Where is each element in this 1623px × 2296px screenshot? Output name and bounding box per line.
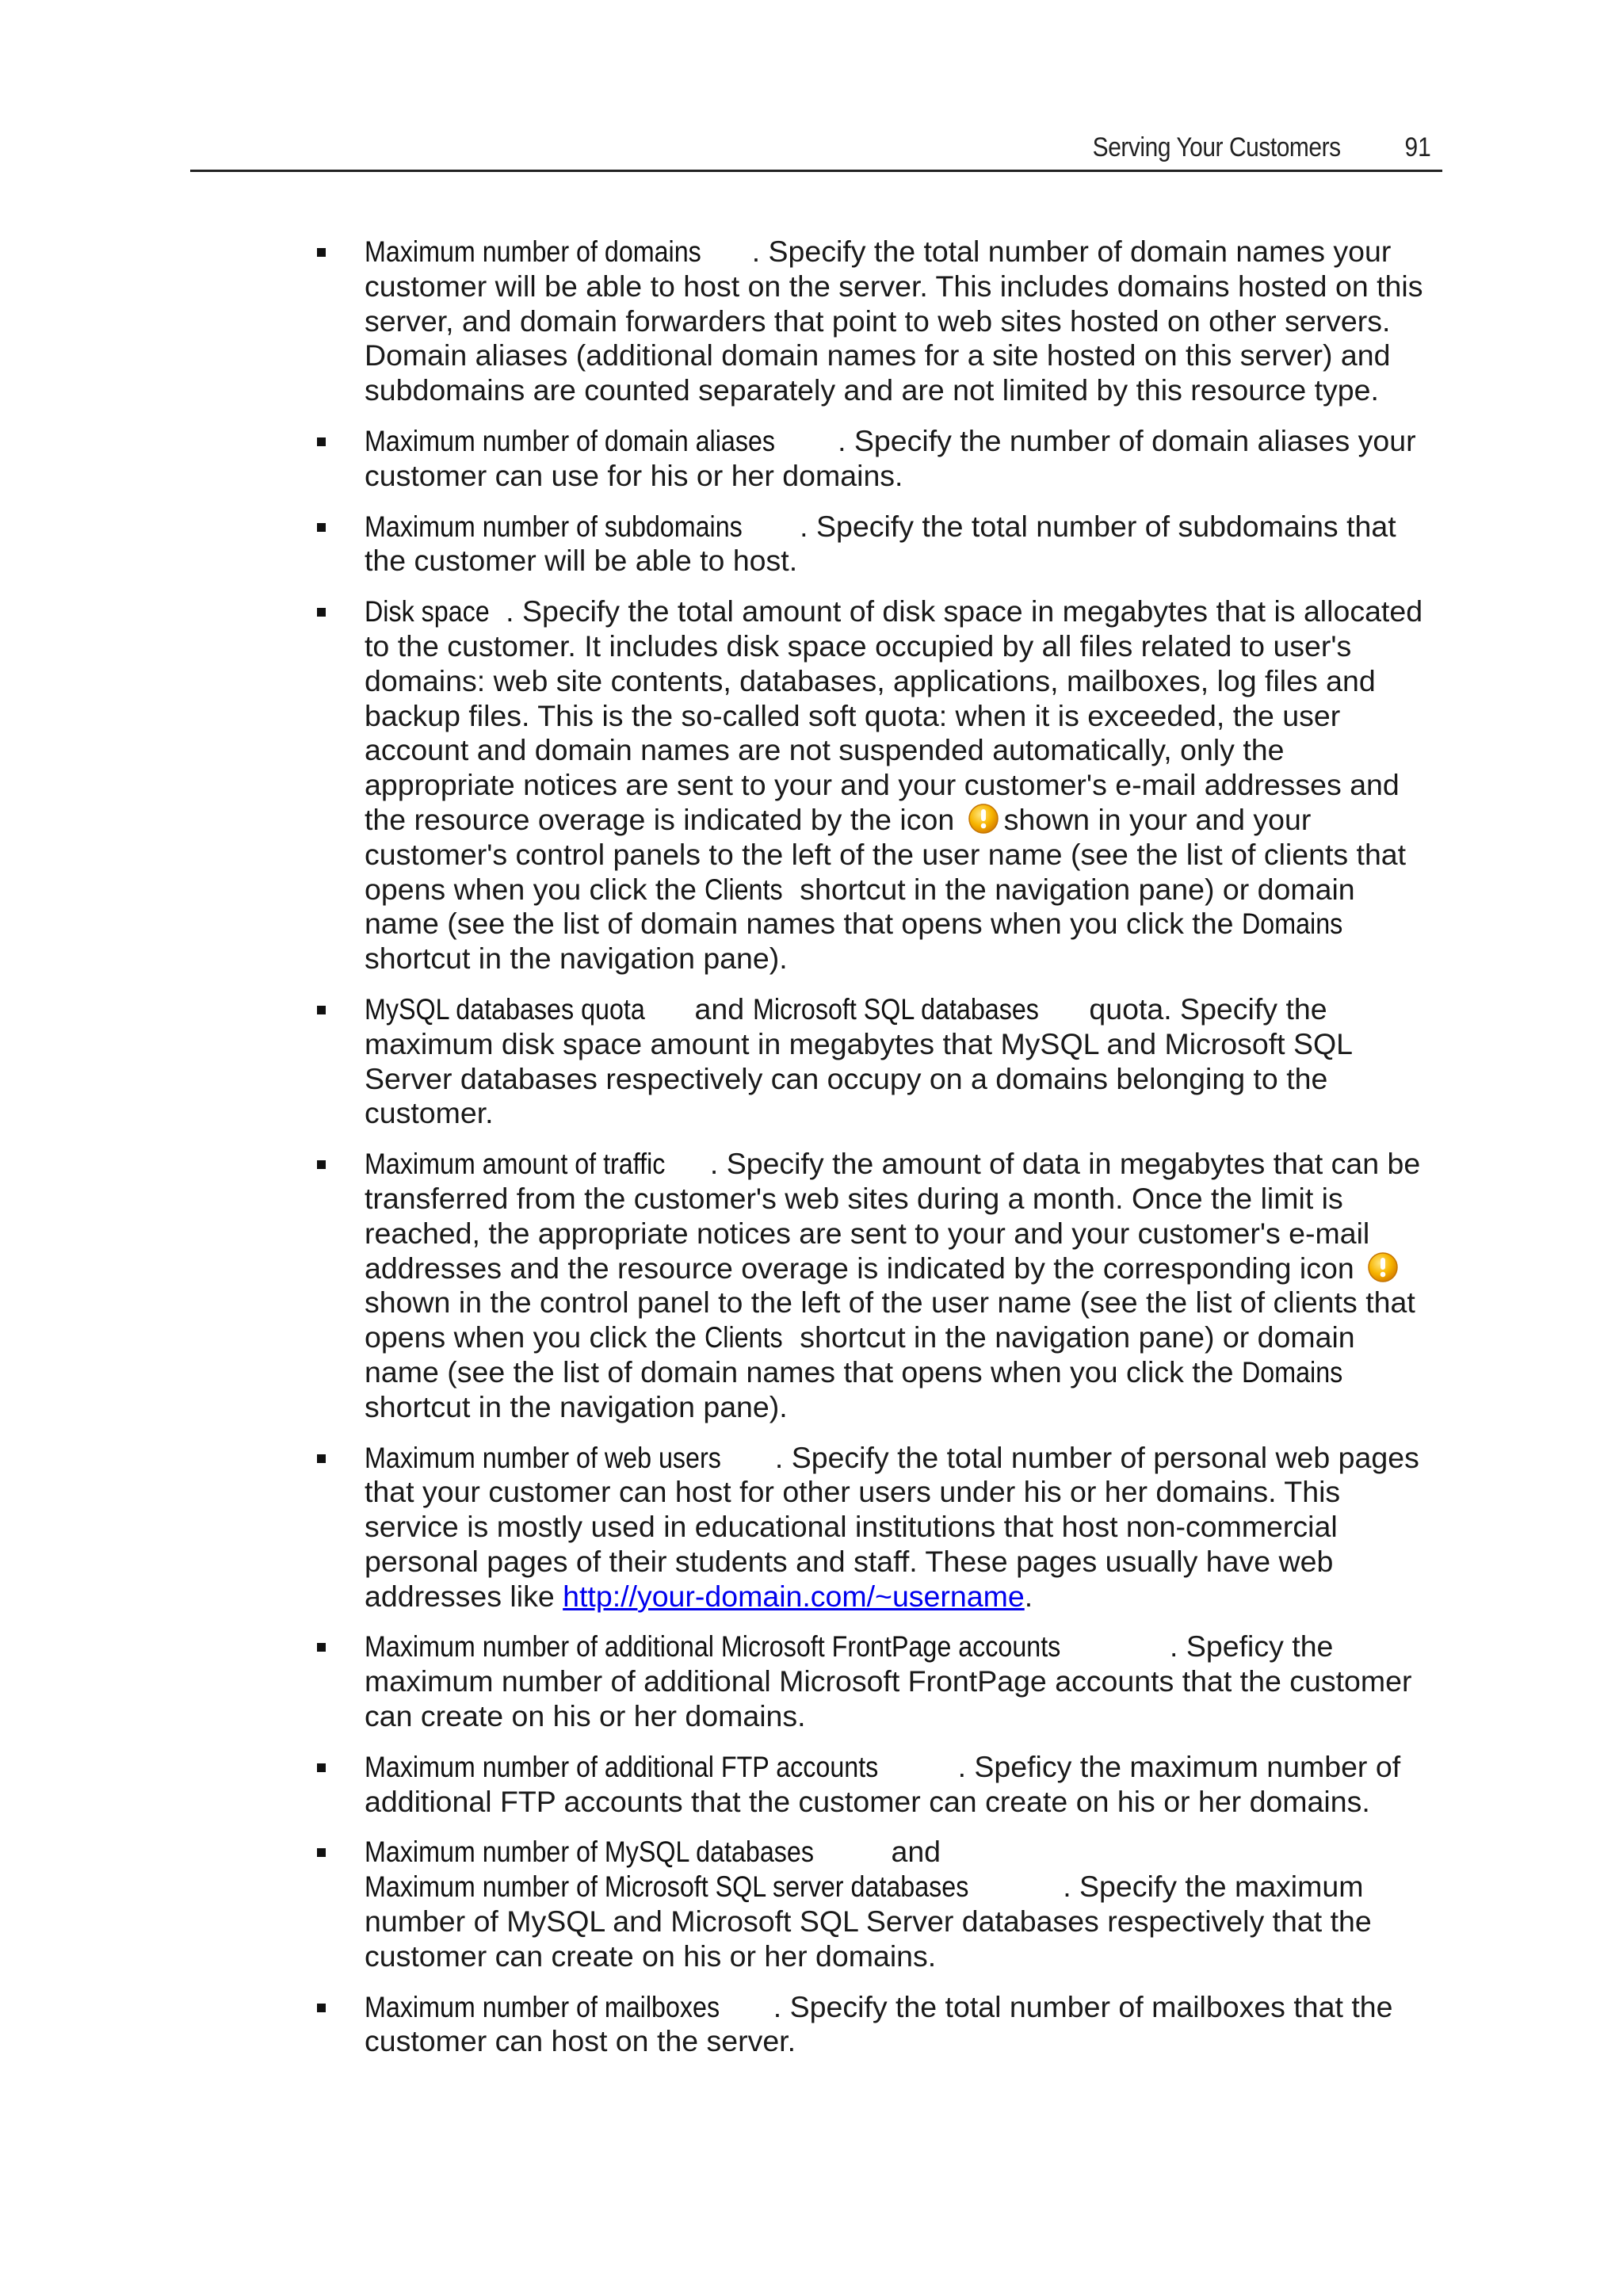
- list-item-max-frontpage-accounts: [317, 1629, 1434, 1733]
- description: shortcut in the navigation pane).: [365, 942, 788, 976]
- term-max-mailboxes: Maximum number of mailboxes: [365, 1989, 720, 2023]
- description: . Specify the total number of subdomains that the customer will be able to host.: [365, 509, 1396, 578]
- description: quota. Specify the maximum disk space amount in megabytes that MySQL and Microsoft SQL Server databases respectively can occupy on a domains belonging to the customer.: [365, 991, 1352, 1130]
- list-item-max-subdomains: [317, 510, 1434, 579]
- resource-limits-list-section: [317, 235, 1434, 2075]
- description: shown in the control panel to the left of the user name (see the list of clients that opens when you click the: [365, 1286, 1415, 1354]
- running-header-title: Serving Your Customers: [1093, 132, 1341, 162]
- list-item-max-databases: [317, 1835, 1434, 1973]
- warning-exclamation-icon: [968, 803, 999, 835]
- description: . Specify the amount of data in megabytes that can be transferred from the customer's web sites during a month. Once the limit is reached, the appropriate notices are sent to your and your customer's e-mail addresses and the resource overage is indicated by the corresponding icon: [365, 1147, 1421, 1285]
- term-max-mysql-databases: Maximum number of MySQL databases: [365, 1835, 814, 1869]
- description-end: .: [1024, 1579, 1033, 1613]
- term-max-domain-aliases: Maximum number of domain aliases: [365, 423, 776, 457]
- description: . Specify the total number of mailboxes that the customer can host on the server.: [365, 1989, 1393, 2058]
- list-item-max-domain-aliases: [317, 424, 1434, 494]
- list-item-max-web-users: [317, 1441, 1434, 1614]
- description: shortcut in the navigation pane) or domain name (see the list of domain names that opens when you click the: [365, 872, 1355, 941]
- description: . Specify the total number of personal web pages that your customer can host for other users under his or her domains. This service is mostly used in educational institutions that host non-commercial personal pages of their students and staff. These pages usually have web addresses like: [365, 1440, 1419, 1613]
- description: . Specify the maximum number of MySQL and Microsoft SQL Server databases respectively that the customer can create on his or her domains.: [365, 1870, 1372, 1973]
- connector: and: [891, 1835, 941, 1869]
- connector: and: [694, 991, 745, 1026]
- page-header: [190, 131, 1442, 172]
- list-item-max-ftp-accounts: [317, 1750, 1434, 1820]
- clients-shortcut-label: Clients: [705, 1320, 784, 1354]
- warning-exclamation-icon: [1367, 1251, 1399, 1283]
- list-item-disk-space: [317, 594, 1434, 976]
- list-item-max-mailboxes: [317, 1990, 1434, 2060]
- term-max-subdomains: Maximum number of subdomains: [365, 509, 743, 543]
- description: shown in your and your customer's control panels to the left of the user name (see the list of clients that opens when you click the: [365, 802, 1407, 906]
- term-max-frontpage-accounts: Maximum number of additional Microsoft FrontPage accounts: [365, 1629, 1061, 1664]
- list-item-max-traffic: [317, 1147, 1434, 1424]
- term-max-web-users: Maximum number of web users: [365, 1440, 721, 1474]
- domains-shortcut-label: Domains: [1241, 1354, 1343, 1389]
- list-item-database-quota: [317, 992, 1434, 1131]
- domains-shortcut-label: Domains: [1241, 907, 1343, 941]
- list-item-max-domains: [317, 235, 1434, 408]
- description: shortcut in the navigation pane) or domain name (see the list of domain names that opens when you click the: [365, 1320, 1355, 1389]
- term-disk-space: Disk space: [365, 594, 490, 628]
- term-mysql-databases-quota: MySQL databases quota: [365, 991, 645, 1026]
- term-max-domains: Maximum number of domains: [365, 235, 701, 268]
- description: . Specify the total amount of disk space in megabytes that is allocated to the customer. It includes disk space occupied by all files related to user's domains: web site contents, databases, applications, mailboxes, log files and backup files. This is the so-called soft quota: when it is exceeded, the user account and domain names are not suspended automatically, only the appropriate notices are sent to your and your customer's e-mail addresses and the resource overage is indicated by the icon: [365, 594, 1423, 836]
- description: . Specify the number of domain aliases your customer can use for his or her domains.: [365, 423, 1416, 492]
- description: shortcut in the navigation pane).: [365, 1389, 788, 1423]
- description: . Specify the total number of domain names your customer will be able to host on the server. This includes domains hosted on this server, and domain forwarders that point to web sites hosted on other servers. Domain aliases (additional domain names for a site hosted on this server) and subdomains are counted separately and are not limited by this resource type.: [365, 235, 1423, 407]
- clients-shortcut-label: Clients: [705, 872, 784, 906]
- description: . Speficy the maximum number of additional Microsoft FrontPage accounts that the customer can create on his or her domains.: [365, 1629, 1412, 1733]
- term-max-traffic: Maximum amount of traffic: [365, 1147, 666, 1181]
- resource-limits-list: [317, 235, 1434, 2059]
- term-mssql-databases: Microsoft SQL databases: [752, 991, 1039, 1026]
- term-max-ftp-accounts: Maximum number of additional FTP accounts: [365, 1749, 879, 1783]
- example-url-link[interactable]: http://your-domain.com/~username: [563, 1579, 1025, 1613]
- term-max-mssql-databases: Maximum number of Microsoft SQL server databases: [365, 1870, 969, 1904]
- page-number: 91: [1404, 132, 1431, 162]
- description: . Speficy the maximum number of additional FTP accounts that the customer can create on his or her domains.: [365, 1749, 1401, 1818]
